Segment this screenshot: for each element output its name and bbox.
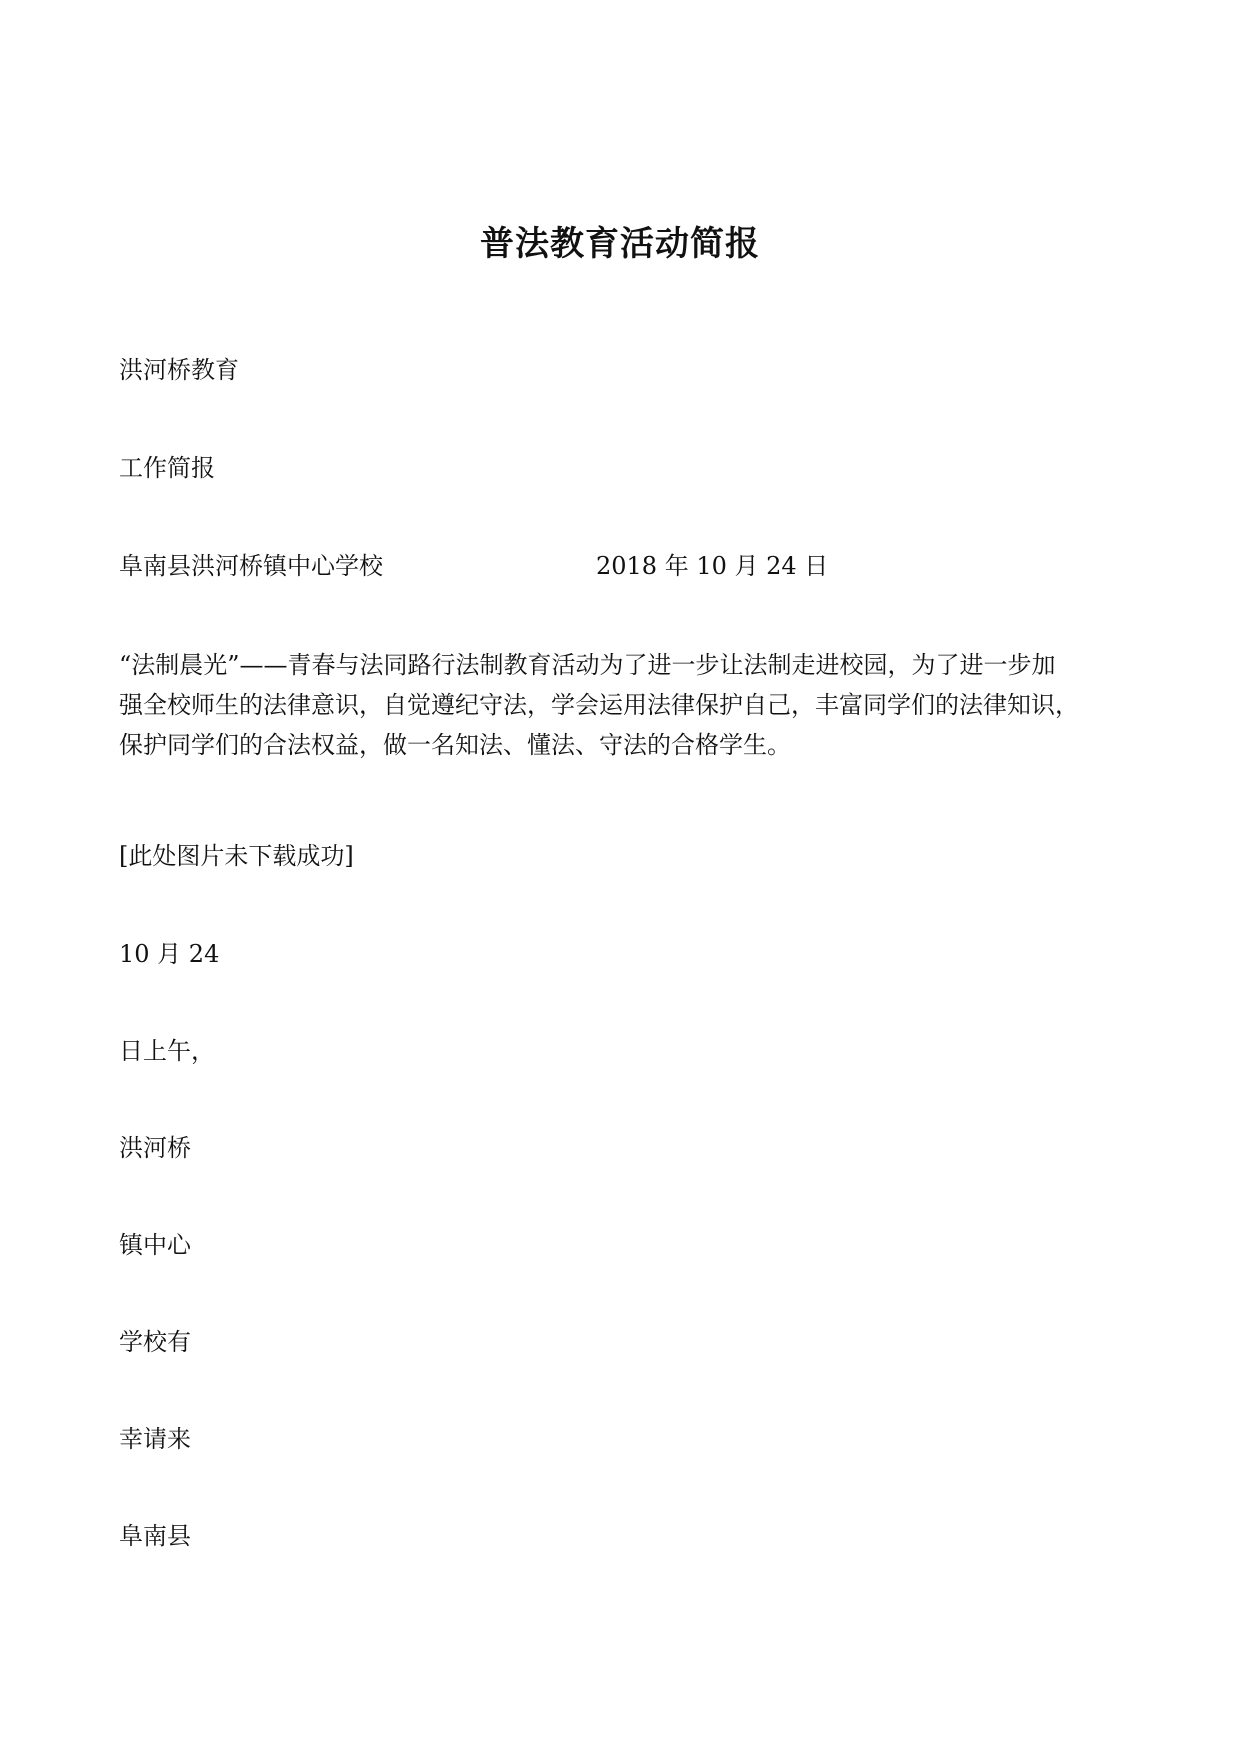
text-fragment: 洪河桥 bbox=[119, 1134, 191, 1162]
paragraph-line: “法制晨光”——青春与法同路行法制教育活动为了进一步让法制走进校园，为了进一步加 bbox=[119, 651, 1056, 679]
report-date: 2018 年 10 月 24 日 bbox=[596, 552, 829, 580]
text-fragment: 幸请来 bbox=[119, 1425, 191, 1453]
header-line-1: 洪河桥教育 bbox=[119, 356, 239, 384]
document-title: 普法教育活动简报 bbox=[480, 224, 760, 264]
header-line-2: 工作简报 bbox=[119, 454, 215, 482]
text-fragment: 学校有 bbox=[119, 1328, 191, 1356]
text-fragment: 阜南县 bbox=[119, 1522, 191, 1550]
school-name: 阜南县洪河桥镇中心学校 bbox=[119, 552, 383, 580]
text-fragment: 日上午， bbox=[119, 1037, 215, 1065]
text-fragment: 10 月 24 bbox=[119, 940, 220, 968]
paragraph-line: 保护同学们的合法权益，做一名知法、懂法、守法的合格学生。 bbox=[119, 731, 791, 759]
image-placeholder-text: [此处图片未下载成功] bbox=[119, 842, 354, 870]
text-fragment: 镇中心 bbox=[119, 1231, 191, 1259]
body-paragraph bbox=[119, 645, 1124, 765]
paragraph-line: 强全校师生的法律意识，自觉遵纪守法，学会运用法律保护自己，丰富同学们的法律知识， bbox=[119, 691, 1079, 719]
